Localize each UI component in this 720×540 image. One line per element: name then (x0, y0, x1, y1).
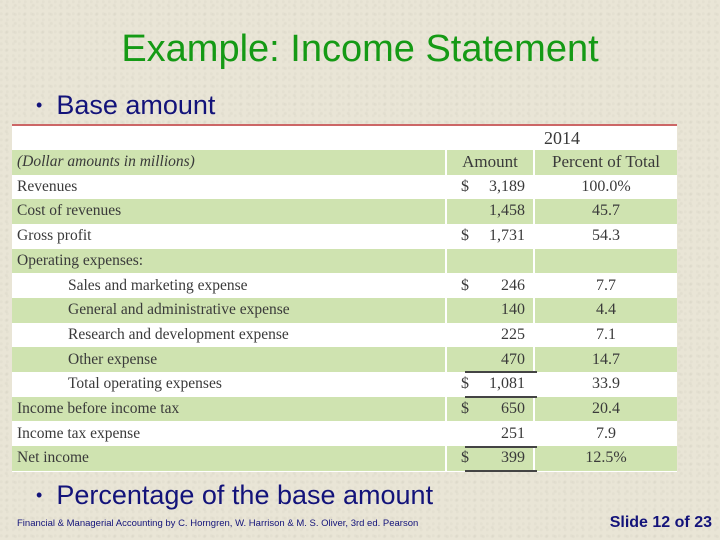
table-header-row (12, 150, 677, 175)
bullet-text: Percentage of the base amount (56, 480, 434, 510)
table-row (12, 397, 677, 422)
row-percent: 7.7 (533, 273, 677, 298)
row-amount (445, 372, 533, 397)
table-row (12, 347, 677, 372)
subtotal-rule (465, 371, 537, 373)
row-percent: 20.4 (533, 397, 677, 422)
row-amount (445, 347, 533, 372)
row-amount (445, 273, 533, 298)
amount-value: 246 (501, 276, 525, 294)
dollar-sign: $ (461, 177, 469, 195)
row-label: Income tax expense (12, 422, 445, 447)
row-percent: 33.9 (533, 372, 677, 397)
row-percent: 14.7 (533, 347, 677, 372)
bullet-base-amount (36, 90, 215, 121)
amount-value: 1,458 (489, 202, 525, 220)
table-row (12, 323, 677, 348)
row-label: Sales and marketing expense (12, 273, 445, 298)
bullet-dot-icon: • (36, 485, 43, 505)
bullet-text: Base amount (56, 90, 216, 120)
row-percent (533, 249, 677, 274)
amount-value: 140 (501, 301, 525, 319)
year-header: 2014 (447, 126, 677, 151)
dollar-sign: $ (461, 276, 469, 294)
total-rule (465, 470, 537, 472)
amount-value: 470 (501, 350, 525, 368)
row-amount (445, 323, 533, 348)
row-amount (445, 298, 533, 323)
table-row (12, 446, 677, 471)
dollar-sign: $ (461, 449, 469, 467)
slide-title: Example: Income Statement (121, 28, 599, 70)
dollar-sign: $ (461, 227, 469, 245)
row-label: Income before income tax (12, 397, 445, 422)
bullet-percentage (36, 480, 433, 511)
row-percent: 45.7 (533, 199, 677, 224)
subtotal-rule (465, 446, 537, 448)
row-percent: 100.0% (533, 175, 677, 200)
amount-value: 399 (501, 449, 525, 467)
dollar-sign: $ (461, 400, 469, 418)
amount-value: 1,731 (489, 227, 525, 245)
row-label: Net income (12, 446, 445, 471)
row-label: General and administrative expense (12, 298, 445, 323)
amount-value: 225 (501, 325, 525, 343)
row-amount (445, 249, 533, 274)
row-percent: 12.5% (533, 446, 677, 471)
table-row (12, 372, 677, 397)
amount-value: 650 (501, 400, 525, 418)
row-amount (445, 175, 533, 200)
row-percent: 7.9 (533, 422, 677, 447)
table-row (12, 422, 677, 447)
table-row (12, 249, 677, 274)
row-amount (445, 422, 533, 447)
table-row (12, 224, 677, 249)
row-label: Total operating expenses (12, 372, 445, 397)
row-amount (445, 397, 533, 422)
row-amount (445, 224, 533, 249)
row-label: Operating expenses: (12, 249, 445, 274)
row-label: Gross profit (12, 224, 445, 249)
amount-value: 251 (501, 424, 525, 442)
row-label: Cost of revenues (12, 199, 445, 224)
dollar-sign: $ (461, 375, 469, 393)
table-row (12, 273, 677, 298)
row-percent: 7.1 (533, 323, 677, 348)
caption-cell: (Dollar amounts in millions) (12, 150, 445, 175)
slide-number: Slide 12 of 23 (609, 514, 712, 531)
bullet-dot-icon: • (36, 95, 43, 115)
row-label: Other expense (12, 347, 445, 372)
row-amount (445, 446, 533, 471)
row-label: Research and development expense (12, 323, 445, 348)
row-label: Revenues (12, 175, 445, 200)
row-percent: 4.4 (533, 298, 677, 323)
table-row (12, 298, 677, 323)
income-statement-table (12, 124, 677, 472)
amount-value: 3,189 (489, 177, 525, 195)
table-row (12, 175, 677, 200)
amount-value: 1,081 (489, 375, 525, 393)
table-row (12, 199, 677, 224)
row-percent: 54.3 (533, 224, 677, 249)
subtotal-rule (465, 396, 537, 398)
percent-header: Percent of Total (533, 150, 677, 175)
amount-header: Amount (445, 150, 533, 175)
citation-footer: Financial & Managerial Accounting by C. Horngren, W. Harrison & M. S. Oliver, 3rd ed. Pearson (17, 518, 419, 529)
row-amount (445, 199, 533, 224)
